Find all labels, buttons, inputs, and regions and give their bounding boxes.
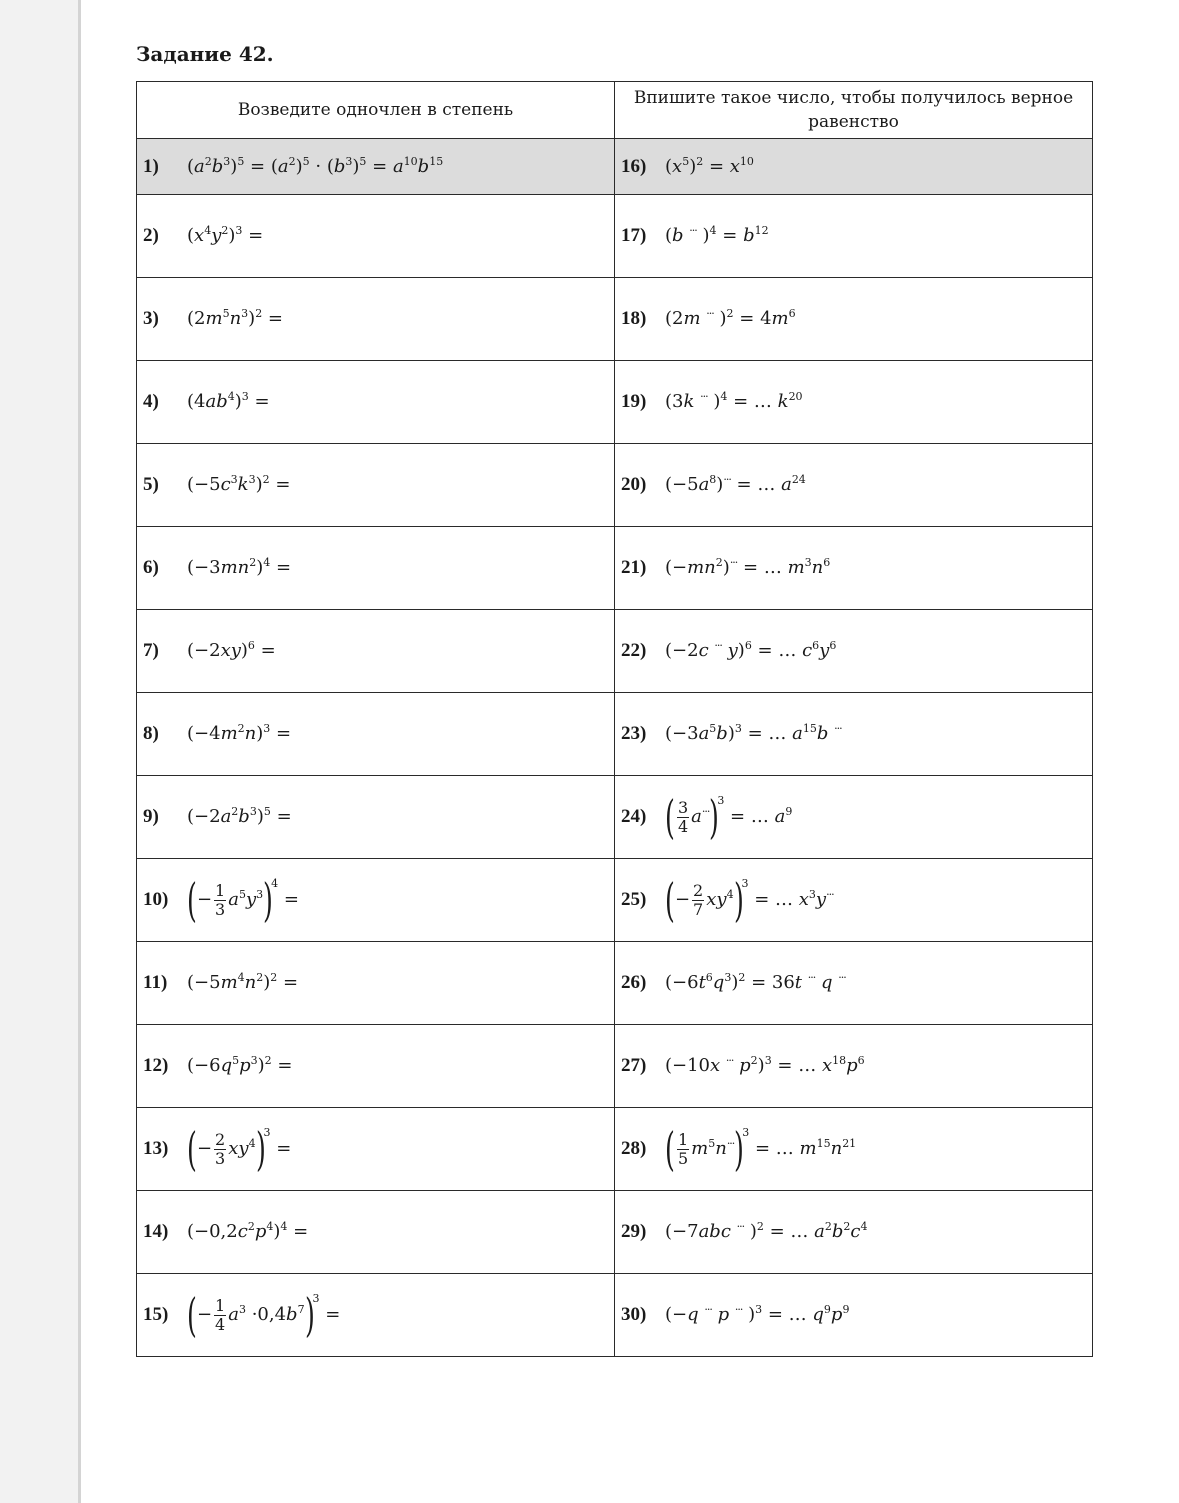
exercise-expression: $(-3a^5b)^3$ = … $a^{15}b$ ··· bbox=[665, 722, 842, 744]
right-cell bbox=[615, 527, 1093, 610]
right-cell bbox=[615, 859, 1093, 942]
left-cell bbox=[137, 1025, 615, 1108]
table-row bbox=[137, 1274, 1093, 1357]
exercise-number: 21) bbox=[621, 557, 647, 578]
exercise-expression: $(-6q^5p^3)^2$ = bbox=[187, 1054, 293, 1076]
exercise-number: 29) bbox=[621, 1221, 647, 1242]
exercise-expression: $(-3mn^2)^4$ = bbox=[187, 556, 292, 578]
exercise-expression: (−10x ··· $p^2)^3$ = … $x^{18}p^6$ bbox=[665, 1054, 865, 1076]
exercise-number: 23) bbox=[621, 723, 647, 744]
header-left: Возведите одночлен в степень bbox=[137, 82, 615, 139]
exercise-number: 7) bbox=[143, 640, 159, 661]
exercise-expression: (−7abc ··· )$^2$ = … $a^2b^2c^4$ bbox=[665, 1220, 868, 1242]
exercise-expression: ( $\frac{3}{4}$ a···)$^3$ = … $a^9$ bbox=[665, 790, 793, 844]
exercise-number: 24) bbox=[621, 806, 647, 827]
exercise-expression: $(x^4y^2)^3$ = bbox=[187, 224, 264, 246]
exercise-expression: $(x^5)^2 = x^{10}$ bbox=[665, 154, 754, 177]
exercise-number: 14) bbox=[143, 1221, 169, 1242]
exercise-expression: (−2c ··· y)$^6$ = … $c^6y^6$ bbox=[665, 639, 837, 661]
exercise-number: 19) bbox=[621, 391, 647, 412]
table-row bbox=[137, 444, 1093, 527]
table-row bbox=[137, 776, 1093, 859]
exercise-expression: $(4ab^4)^3$ = bbox=[187, 390, 270, 412]
exercise-number: 3) bbox=[143, 308, 159, 329]
right-cell bbox=[615, 693, 1093, 776]
left-cell bbox=[137, 361, 615, 444]
left-cell bbox=[137, 527, 615, 610]
right-cell bbox=[615, 1108, 1093, 1191]
exercise-number: 6) bbox=[143, 557, 159, 578]
exercise-expression: (b ··· )$^4 = b^{12}$ bbox=[665, 224, 769, 246]
task-table bbox=[136, 81, 1093, 1357]
table-row bbox=[137, 195, 1093, 278]
right-cell bbox=[615, 139, 1093, 195]
exercise-expression: $(-6t^6q^3)^2 = 36t$ ··· q ··· bbox=[665, 971, 846, 993]
exercise-expression: $(-5c^3k^3)^2$ = bbox=[187, 473, 291, 495]
exercise-expression: $(-mn^2)^{\cdot\cdot\cdot}$ = … $m^3n^6$ bbox=[665, 556, 831, 578]
exercise-expression: $(2m^5n^3)^2$ = bbox=[187, 307, 283, 329]
right-cell bbox=[615, 610, 1093, 693]
left-cell bbox=[137, 942, 615, 1025]
exercise-number: 28) bbox=[621, 1138, 647, 1159]
left-cell bbox=[137, 693, 615, 776]
table-row bbox=[137, 139, 1093, 195]
exercise-number: 4) bbox=[143, 391, 159, 412]
exercise-expression: $(-4m^2n)^3$ = bbox=[187, 722, 292, 744]
exercise-expression: $(-2a^2b^3)^5$ = bbox=[187, 805, 292, 827]
exercise-expression: ( $\frac{1}{5}$ $m^5n^{\cdot\cdot\cdot})^3$ = … $m^{15}n^{21}$ bbox=[665, 1122, 857, 1176]
table-row bbox=[137, 942, 1093, 1025]
exercise-expression: $(-5m^4n^2)^2$ = bbox=[187, 971, 299, 993]
left-cell bbox=[137, 776, 615, 859]
exercise-expression: (− $\frac{2}{3}$ $xy^4)^3$ = bbox=[187, 1122, 292, 1176]
exercise-number: 26) bbox=[621, 972, 647, 993]
exercise-expression: (−q ··· p ··· )$^3$ = … $q^9p^9$ bbox=[665, 1303, 850, 1325]
left-cell bbox=[137, 139, 615, 195]
table-row bbox=[137, 527, 1093, 610]
exercise-expression: $(-5a^8)^{\cdot\cdot\cdot}$ = … $a^{24}$ bbox=[665, 473, 806, 495]
right-cell bbox=[615, 278, 1093, 361]
exercise-number: 10) bbox=[143, 889, 169, 910]
exercise-number: 11) bbox=[143, 972, 168, 993]
exercise-number: 30) bbox=[621, 1304, 647, 1325]
exercise-number: 5) bbox=[143, 474, 159, 495]
exercise-expression: $(-0,2c^2p^4)^4$ = bbox=[187, 1220, 309, 1242]
table-row bbox=[137, 361, 1093, 444]
table-row bbox=[137, 1108, 1093, 1191]
left-cell bbox=[137, 278, 615, 361]
exercise-expression: $(a^2b^3)^5 = (a^2)^5 \cdot (b^3)^5 = a^{10}b^{15}$ bbox=[187, 154, 444, 177]
exercise-number: 9) bbox=[143, 806, 159, 827]
header-right: Впишите такое число, чтобы получилось верное равенство bbox=[615, 82, 1093, 139]
table-header-row bbox=[137, 82, 1093, 139]
exercise-expression: (− $\frac{1}{4}$ $a^3 \cdot 0,4b^7)^3$ = bbox=[187, 1288, 341, 1342]
exercise-number: 20) bbox=[621, 474, 647, 495]
exercise-number: 27) bbox=[621, 1055, 647, 1076]
exercise-number: 22) bbox=[621, 640, 647, 661]
exercise-number: 18) bbox=[621, 308, 647, 329]
exercise-expression: $(-2xy)^6$ = bbox=[187, 639, 276, 661]
exercise-number: 16) bbox=[621, 155, 647, 177]
left-cell bbox=[137, 1108, 615, 1191]
exercise-number: 25) bbox=[621, 889, 647, 910]
right-cell bbox=[615, 195, 1093, 278]
left-cell bbox=[137, 195, 615, 278]
right-cell bbox=[615, 1191, 1093, 1274]
right-cell bbox=[615, 1025, 1093, 1108]
exercise-number: 13) bbox=[143, 1138, 169, 1159]
table-row bbox=[137, 1025, 1093, 1108]
table-row bbox=[137, 278, 1093, 361]
exercise-number: 8) bbox=[143, 723, 159, 744]
exercise-number: 1) bbox=[143, 155, 159, 177]
exercise-expression: (− $\frac{1}{3}$ $a^5y^3)^4$ = bbox=[187, 873, 299, 927]
left-cell bbox=[137, 859, 615, 942]
left-cell bbox=[137, 1191, 615, 1274]
right-cell bbox=[615, 776, 1093, 859]
right-cell bbox=[615, 444, 1093, 527]
table-row bbox=[137, 1191, 1093, 1274]
exercise-number: 15) bbox=[143, 1304, 169, 1325]
left-cell bbox=[137, 444, 615, 527]
table-row bbox=[137, 610, 1093, 693]
table-row bbox=[137, 693, 1093, 776]
right-cell bbox=[615, 942, 1093, 1025]
table-row bbox=[137, 859, 1093, 942]
exercise-number: 17) bbox=[621, 225, 647, 246]
right-cell bbox=[615, 361, 1093, 444]
exercise-number: 12) bbox=[143, 1055, 169, 1076]
left-cell bbox=[137, 610, 615, 693]
task-title: Задание 42. bbox=[136, 42, 274, 66]
left-cell bbox=[137, 1274, 615, 1357]
exercise-expression: (2m ··· )$^2 = 4m^6$ bbox=[665, 307, 796, 329]
exercise-number: 2) bbox=[143, 225, 159, 246]
right-cell bbox=[615, 1274, 1093, 1357]
exercise-expression: (3k ··· )$^4$ = … $k^{20}$ bbox=[665, 390, 803, 412]
exercise-expression: (− $\frac{2}{7}$ $xy^4)^3$ = … $x^3y^{\cdot\cdot\cdot}$ bbox=[665, 873, 834, 927]
